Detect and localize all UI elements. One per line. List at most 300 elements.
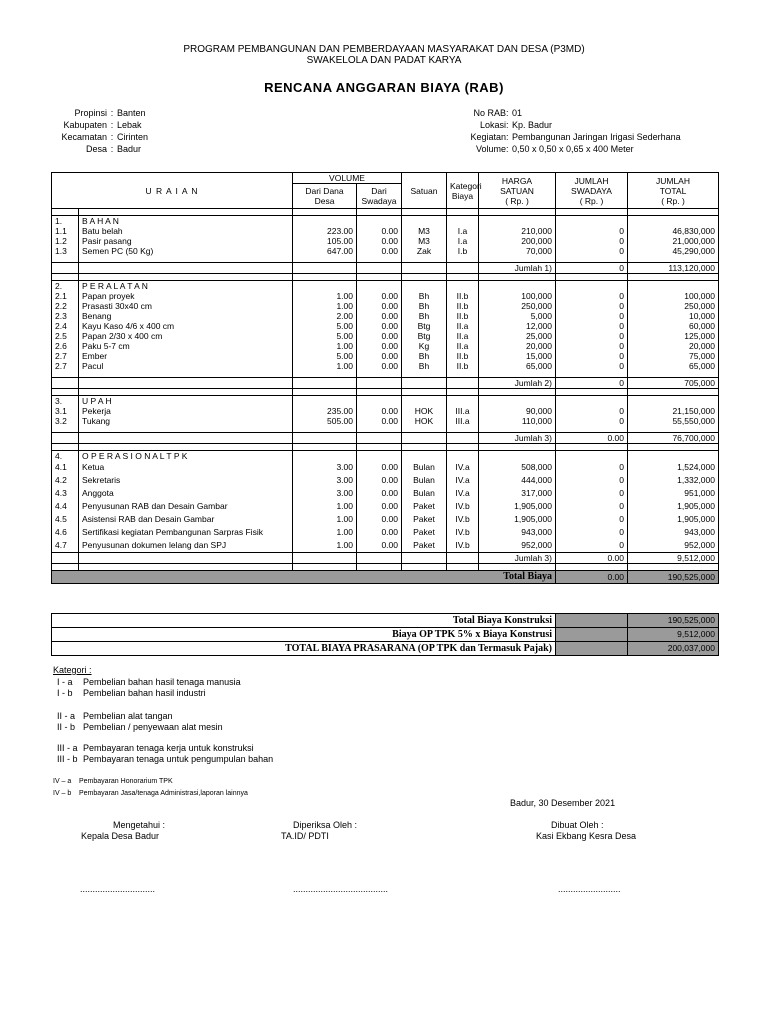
jumlah-total: 55,550,000 xyxy=(628,416,719,426)
table-row xyxy=(52,474,719,487)
item-name: Penyusunan RAB dan Desain Gambar xyxy=(79,500,293,513)
satuan: Bh xyxy=(402,351,447,361)
section-name: O P E R A S I O N A L T P K xyxy=(79,451,293,462)
item-name: Paku 5-7 cm xyxy=(79,341,293,351)
item-no: 2.6 xyxy=(52,341,79,351)
jumlah-swadaya: 0 xyxy=(556,311,628,321)
signature-line: ...................................... xyxy=(293,884,389,894)
info-label: Kabupaten xyxy=(63,120,107,130)
spacer-row xyxy=(52,444,719,451)
satuan: Bh xyxy=(402,311,447,321)
dana-desa: 505.00 xyxy=(293,416,357,426)
jumlah-swadaya: 0 xyxy=(556,406,628,416)
section-header-row xyxy=(52,396,719,407)
item-no: 2.1 xyxy=(52,291,79,301)
harga-satuan: 444,000 xyxy=(479,474,556,487)
jumlah-swadaya: 0 xyxy=(556,246,628,256)
info-row: Kabupaten : Lebak xyxy=(60,119,148,131)
jumlah-swadaya: 0 xyxy=(556,351,628,361)
kategori-item: III - a Pembayaran tenaga kerja untuk konstruksi xyxy=(57,743,254,753)
total-biaya-label: Total Biaya xyxy=(52,571,556,584)
summary-value: 190,525,000 xyxy=(628,614,719,628)
item-name: Ember xyxy=(79,351,293,361)
col-dari-swadaya: Dari Swadaya xyxy=(357,184,402,209)
swadaya: 0.00 xyxy=(357,236,402,246)
table-row xyxy=(52,246,719,256)
item-no: 4.1 xyxy=(52,461,79,474)
item-name: Batu belah xyxy=(79,226,293,236)
info-row: Kegiatan: Pembangunan Jaringan Irigasi Sederhana xyxy=(460,131,681,143)
jumlah-total: 1,524,000 xyxy=(628,461,719,474)
diperiksa-role: TA.ID/ PDTI xyxy=(281,831,329,841)
table-row xyxy=(52,487,719,500)
dana-desa: 1.00 xyxy=(293,526,357,539)
total-biaya-swadaya: 0.00 xyxy=(556,571,628,584)
harga-satuan: 317,000 xyxy=(479,487,556,500)
item-no: 4.5 xyxy=(52,513,79,526)
kategori: II.b xyxy=(447,301,479,311)
col-jumlah-swadaya: JUMLAH SWADAYA ( Rp. ) xyxy=(556,173,628,209)
item-name: Asistensi RAB dan Desain Gambar xyxy=(79,513,293,526)
kategori-legend xyxy=(53,665,274,797)
diperiksa-label: Diperiksa Oleh : xyxy=(293,820,358,830)
harga-satuan: 65,000 xyxy=(479,361,556,371)
harga-satuan: 943,000 xyxy=(479,526,556,539)
item-name: Penyusunan dokumen lelang dan SPJ xyxy=(79,539,293,553)
jumlah-swadaya: 0 xyxy=(556,301,628,311)
swadaya: 0.00 xyxy=(357,416,402,426)
kategori: IV.b xyxy=(447,539,479,553)
item-no: 2.5 xyxy=(52,331,79,341)
subtotal-total: 113,120,000 xyxy=(628,263,719,274)
kategori: II.a xyxy=(447,341,479,351)
table-row xyxy=(52,331,719,341)
subtotal-total: 705,000 xyxy=(628,378,719,389)
program-title: PROGRAM PEMBANGUNAN DAN PEMBERDAYAAN MASYARAKAT DAN DESA (P3MD) xyxy=(183,44,585,55)
kategori: III.a xyxy=(447,416,479,426)
table-body xyxy=(52,209,719,584)
info-label: Lokasi xyxy=(479,120,506,130)
swadaya: 0.00 xyxy=(357,246,402,256)
summary-row xyxy=(52,614,719,628)
dibuat-label: Dibuat Oleh : xyxy=(551,820,604,830)
item-name: Anggota xyxy=(79,487,293,500)
item-name: Pekerja xyxy=(79,406,293,416)
info-row: Propinsi : Banten xyxy=(60,107,148,119)
dana-desa: 3.00 xyxy=(293,487,357,500)
dana-desa: 3.00 xyxy=(293,461,357,474)
item-name: Ketua xyxy=(79,461,293,474)
table-row xyxy=(52,461,719,474)
swadaya: 0.00 xyxy=(357,341,402,351)
satuan: HOK xyxy=(402,406,447,416)
item-no: 4.7 xyxy=(52,539,79,553)
subtotal-label: Jumlah 3) xyxy=(479,553,556,564)
section-header-row xyxy=(52,281,719,292)
jumlah-total: 20,000 xyxy=(628,341,719,351)
info-label: Kecamatan xyxy=(61,132,107,142)
jumlah-total: 1,905,000 xyxy=(628,513,719,526)
total-biaya-row xyxy=(52,571,719,584)
swadaya: 0.00 xyxy=(357,301,402,311)
program-subtitle: SWAKELOLA DAN PADAT KARYA xyxy=(306,55,462,66)
dana-desa: 1.00 xyxy=(293,301,357,311)
jumlah-total: 943,000 xyxy=(628,526,719,539)
item-name: Prasasti 30x40 cm xyxy=(79,301,293,311)
dana-desa: 223.00 xyxy=(293,226,357,236)
harga-satuan: 12,000 xyxy=(479,321,556,331)
subtotal-swadaya: 0.00 xyxy=(556,433,628,444)
jumlah-total: 21,150,000 xyxy=(628,406,719,416)
table-row xyxy=(52,500,719,513)
kategori: III.a xyxy=(447,406,479,416)
kategori-item: IV – b Pembayaran Jasa/tenaga Administrasi,laporan lainnya xyxy=(53,790,248,797)
item-no: 2.4 xyxy=(52,321,79,331)
item-no: 3.1 xyxy=(52,406,79,416)
satuan: Bulan xyxy=(402,487,447,500)
satuan: Btg xyxy=(402,321,447,331)
satuan: Paket xyxy=(402,526,447,539)
swadaya: 0.00 xyxy=(357,351,402,361)
item-no: 4.3 xyxy=(52,487,79,500)
subtotal-swadaya: 0 xyxy=(556,263,628,274)
kategori: IV.b xyxy=(447,513,479,526)
place-date: Badur, 30 Desember 2021 xyxy=(510,798,616,808)
satuan: HOK xyxy=(402,416,447,426)
jumlah-total: 125,000 xyxy=(628,331,719,341)
info-label: Volume xyxy=(475,144,506,154)
dana-desa: 1.00 xyxy=(293,539,357,553)
subtotal-row xyxy=(52,553,719,564)
item-no: 4.2 xyxy=(52,474,79,487)
info-row: No RAB: 01 xyxy=(460,107,681,119)
dana-desa: 235.00 xyxy=(293,406,357,416)
swadaya: 0.00 xyxy=(357,406,402,416)
info-value: Badur xyxy=(117,144,142,154)
section-name: P E R A L A T A N xyxy=(79,281,293,292)
swadaya: 0.00 xyxy=(357,226,402,236)
item-name: Sekretaris xyxy=(79,474,293,487)
col-volume: VOLUME xyxy=(293,173,402,184)
dana-desa: 2.00 xyxy=(293,311,357,321)
item-name: Tukang xyxy=(79,416,293,426)
item-name: Sertifikasi kegiatan Pembangunan Sarpras Fisik xyxy=(79,526,293,539)
dana-desa: 105.00 xyxy=(293,236,357,246)
satuan: Paket xyxy=(402,539,447,553)
swadaya: 0.00 xyxy=(357,513,402,526)
summary-value: 9,512,000 xyxy=(628,628,719,642)
jumlah-swadaya: 0 xyxy=(556,474,628,487)
dana-desa: 1.00 xyxy=(293,291,357,301)
summary-row xyxy=(52,628,719,642)
jumlah-swadaya: 0 xyxy=(556,416,628,426)
harga-satuan: 952,000 xyxy=(479,539,556,553)
jumlah-swadaya: 0 xyxy=(556,291,628,301)
item-no: 4.6 xyxy=(52,526,79,539)
col-jumlah-total: JUMLAH TOTAL ( Rp. ) xyxy=(628,173,719,209)
item-no: 2.7 xyxy=(52,351,79,361)
item-name: Papan proyek xyxy=(79,291,293,301)
harga-satuan: 70,000 xyxy=(479,246,556,256)
subtotal-label: Jumlah 3) xyxy=(479,433,556,444)
jumlah-total: 60,000 xyxy=(628,321,719,331)
jumlah-total: 75,000 xyxy=(628,351,719,361)
summary-row xyxy=(52,642,719,656)
satuan: Bh xyxy=(402,361,447,371)
subtotal-row xyxy=(52,433,719,444)
kategori-item: II - a Pembelian alat tangan xyxy=(57,711,173,721)
harga-satuan: 25,000 xyxy=(479,331,556,341)
satuan: Paket xyxy=(402,500,447,513)
jumlah-swadaya: 0 xyxy=(556,461,628,474)
kategori: IV.a xyxy=(447,487,479,500)
jumlah-total: 952,000 xyxy=(628,539,719,553)
item-no: 1.1 xyxy=(52,226,79,236)
subtotal-row xyxy=(52,263,719,274)
kategori-item: II - b Pembelian / penyewaan alat mesin xyxy=(57,722,223,732)
kategori-item: IV – a Pembayaran Honorarium TPK xyxy=(53,778,173,785)
kategori: IV.a xyxy=(447,461,479,474)
satuan: Bulan xyxy=(402,461,447,474)
item-no: 2.7 xyxy=(52,361,79,371)
col-harga: HARGA SATUAN ( Rp. ) xyxy=(479,173,556,209)
section-no: 4. xyxy=(52,451,79,462)
swadaya: 0.00 xyxy=(357,487,402,500)
col-satuan: Satuan xyxy=(402,173,447,209)
swadaya: 0.00 xyxy=(357,291,402,301)
table-row xyxy=(52,236,719,246)
jumlah-swadaya: 0 xyxy=(556,526,628,539)
signature-line: ......................... xyxy=(558,884,621,894)
summary-value: 200,037,000 xyxy=(628,642,719,656)
rab-table xyxy=(51,172,719,584)
harga-satuan: 90,000 xyxy=(479,406,556,416)
section-name: B A H A N xyxy=(79,216,293,227)
kategori: II.a xyxy=(447,331,479,341)
table-row xyxy=(52,351,719,361)
section-no: 1. xyxy=(52,216,79,227)
item-no: 1.3 xyxy=(52,246,79,256)
jumlah-swadaya: 0 xyxy=(556,500,628,513)
jumlah-total: 250,000 xyxy=(628,301,719,311)
item-no: 2.3 xyxy=(52,311,79,321)
swadaya: 0.00 xyxy=(357,474,402,487)
col-uraian: U R A I A N xyxy=(52,173,293,209)
info-value: Lebak xyxy=(117,120,142,130)
item-no: 2.2 xyxy=(52,301,79,311)
info-label: Propinsi xyxy=(74,108,107,118)
jumlah-swadaya: 0 xyxy=(556,513,628,526)
section-header-row xyxy=(52,216,719,227)
dibuat-role: Kasi Ekbang Kesra Desa xyxy=(536,831,637,841)
table-row xyxy=(52,361,719,371)
info-right xyxy=(460,107,681,155)
spacer-row xyxy=(52,209,719,216)
item-no: 4.4 xyxy=(52,500,79,513)
swadaya: 0.00 xyxy=(357,361,402,371)
jumlah-swadaya: 0 xyxy=(556,226,628,236)
table-row xyxy=(52,526,719,539)
subtotal-label: Jumlah 1) xyxy=(479,263,556,274)
swadaya: 0.00 xyxy=(357,526,402,539)
table-row xyxy=(52,406,719,416)
mengetahui-label: Mengetahui : xyxy=(113,820,166,830)
summary-label: TOTAL BIAYA PRASARANA (OP TPK dan Termasuk Pajak) xyxy=(52,642,556,656)
satuan: Bh xyxy=(402,291,447,301)
jumlah-total: 1,332,000 xyxy=(628,474,719,487)
info-value: 01 xyxy=(512,108,523,118)
item-name: Kayu Kaso 4/6 x 400 cm xyxy=(79,321,293,331)
jumlah-swadaya: 0 xyxy=(556,321,628,331)
kategori: II.b xyxy=(447,361,479,371)
info-value: 0,50 x 0,50 x 0,65 x 400 Meter xyxy=(512,144,634,154)
harga-satuan: 210,000 xyxy=(479,226,556,236)
subtotal-label: Jumlah 2) xyxy=(479,378,556,389)
kategori: II.b xyxy=(447,291,479,301)
section-header-row xyxy=(52,451,719,462)
spacer-row xyxy=(52,389,719,396)
satuan: Paket xyxy=(402,513,447,526)
col-kategori: Kategori Biaya xyxy=(447,173,479,209)
harga-satuan: 100,000 xyxy=(479,291,556,301)
section-no: 3. xyxy=(52,396,79,407)
program-header xyxy=(0,44,768,66)
jumlah-total: 21,000,000 xyxy=(628,236,719,246)
jumlah-total: 100,000 xyxy=(628,291,719,301)
item-no: 1.2 xyxy=(52,236,79,246)
subtotal-swadaya: 0 xyxy=(556,378,628,389)
jumlah-swadaya: 0 xyxy=(556,236,628,246)
info-value: Cirinten xyxy=(117,132,149,142)
dana-desa: 647.00 xyxy=(293,246,357,256)
kategori: II.b xyxy=(447,311,479,321)
item-name: Papan 2/30 x 400 cm xyxy=(79,331,293,341)
subtotal-total: 76,700,000 xyxy=(628,433,719,444)
info-row: Lokasi: Kp. Badur xyxy=(460,119,681,131)
dana-desa: 5.00 xyxy=(293,351,357,361)
dana-desa: 1.00 xyxy=(293,500,357,513)
item-no: 3.2 xyxy=(52,416,79,426)
kategori-title: Kategori : xyxy=(53,665,92,675)
info-left xyxy=(60,107,148,155)
jumlah-total: 65,000 xyxy=(628,361,719,371)
info-label: Desa xyxy=(85,144,107,154)
kategori-item: I - b Pembelian bahan hasil industri xyxy=(57,688,206,698)
table-row xyxy=(52,226,719,236)
spacer-row xyxy=(52,564,719,571)
dana-desa: 1.00 xyxy=(293,341,357,351)
info-value: Kp. Badur xyxy=(512,120,553,130)
harga-satuan: 508,000 xyxy=(479,461,556,474)
harga-satuan: 110,000 xyxy=(479,416,556,426)
kategori: I.a xyxy=(447,226,479,236)
swadaya: 0.00 xyxy=(357,500,402,513)
jumlah-swadaya: 0 xyxy=(556,331,628,341)
satuan: Kg xyxy=(402,341,447,351)
harga-satuan: 200,000 xyxy=(479,236,556,246)
dana-desa: 5.00 xyxy=(293,321,357,331)
satuan: M3 xyxy=(402,226,447,236)
info-row: Volume: 0,50 x 0,50 x 0,65 x 400 Meter xyxy=(460,143,681,155)
jumlah-total: 951,000 xyxy=(628,487,719,500)
jumlah-swadaya: 0 xyxy=(556,487,628,500)
satuan: Bh xyxy=(402,301,447,311)
satuan: Bulan xyxy=(402,474,447,487)
harga-satuan: 1,905,000 xyxy=(479,500,556,513)
summary-label: Total Biaya Konstruksi xyxy=(52,614,556,628)
subtotal-total: 9,512,000 xyxy=(628,553,719,564)
table-header xyxy=(52,173,719,209)
satuan: M3 xyxy=(402,236,447,246)
table-row xyxy=(52,341,719,351)
dana-desa: 3.00 xyxy=(293,474,357,487)
section-no: 2. xyxy=(52,281,79,292)
info-row: Kecamatan : Cirinten xyxy=(61,132,149,142)
item-name: Semen PC (50 Kg) xyxy=(79,246,293,256)
info-label: Kegiatan xyxy=(470,132,506,142)
section-name: U P A H xyxy=(79,396,293,407)
info-value: Banten xyxy=(117,108,146,118)
spacer-row xyxy=(52,274,719,281)
table-row xyxy=(52,301,719,311)
kategori-item: III - b Pembayaran tenaga untuk pengumpulan bahan xyxy=(57,754,274,764)
signature-line: .............................. xyxy=(80,884,156,894)
jumlah-swadaya: 0 xyxy=(556,539,628,553)
kategori: I.b xyxy=(447,246,479,256)
swadaya: 0.00 xyxy=(357,331,402,341)
table-row xyxy=(52,513,719,526)
jumlah-total: 45,290,000 xyxy=(628,246,719,256)
item-name: Pasir pasang xyxy=(79,236,293,246)
dana-desa: 1.00 xyxy=(293,513,357,526)
swadaya: 0.00 xyxy=(357,311,402,321)
info-value: Pembangunan Jaringan Irigasi Sederhana xyxy=(512,132,681,142)
kategori: I.a xyxy=(447,236,479,246)
kategori: IV.a xyxy=(447,474,479,487)
table-row xyxy=(52,291,719,301)
info-label: No RAB xyxy=(473,108,506,118)
swadaya: 0.00 xyxy=(357,461,402,474)
subtotal-row xyxy=(52,378,719,389)
table-row xyxy=(52,311,719,321)
mengetahui-role: Kepala Desa Badur xyxy=(81,831,160,841)
harga-satuan: 15,000 xyxy=(479,351,556,361)
harga-satuan: 1,905,000 xyxy=(479,513,556,526)
kategori: II.b xyxy=(447,351,479,361)
jumlah-swadaya: 0 xyxy=(556,361,628,371)
jumlah-total: 46,830,000 xyxy=(628,226,719,236)
table-row xyxy=(52,539,719,553)
satuan: Btg xyxy=(402,331,447,341)
dana-desa: 5.00 xyxy=(293,331,357,341)
summary-label: Biaya OP TPK 5% x Biaya Konstrusi xyxy=(52,628,556,642)
jumlah-total: 1,905,000 xyxy=(628,500,719,513)
kategori-item: I - a Pembelian bahan hasil tenaga manusia xyxy=(57,677,241,687)
harga-satuan: 20,000 xyxy=(479,341,556,351)
jumlah-swadaya: 0 xyxy=(556,341,628,351)
table-row xyxy=(52,321,719,331)
item-name: Pacul xyxy=(79,361,293,371)
kategori: IV.b xyxy=(447,500,479,513)
document-title: RENCANA ANGGARAN BIAYA (RAB) xyxy=(264,80,504,95)
total-biaya-value: 190,525,000 xyxy=(628,571,719,584)
summary-table xyxy=(51,613,719,656)
col-dari-dana-desa: Dari Dana Desa xyxy=(293,184,357,209)
swadaya: 0.00 xyxy=(357,539,402,553)
kategori: II.a xyxy=(447,321,479,331)
swadaya: 0.00 xyxy=(357,321,402,331)
info-row: Desa : Badur xyxy=(60,143,148,155)
